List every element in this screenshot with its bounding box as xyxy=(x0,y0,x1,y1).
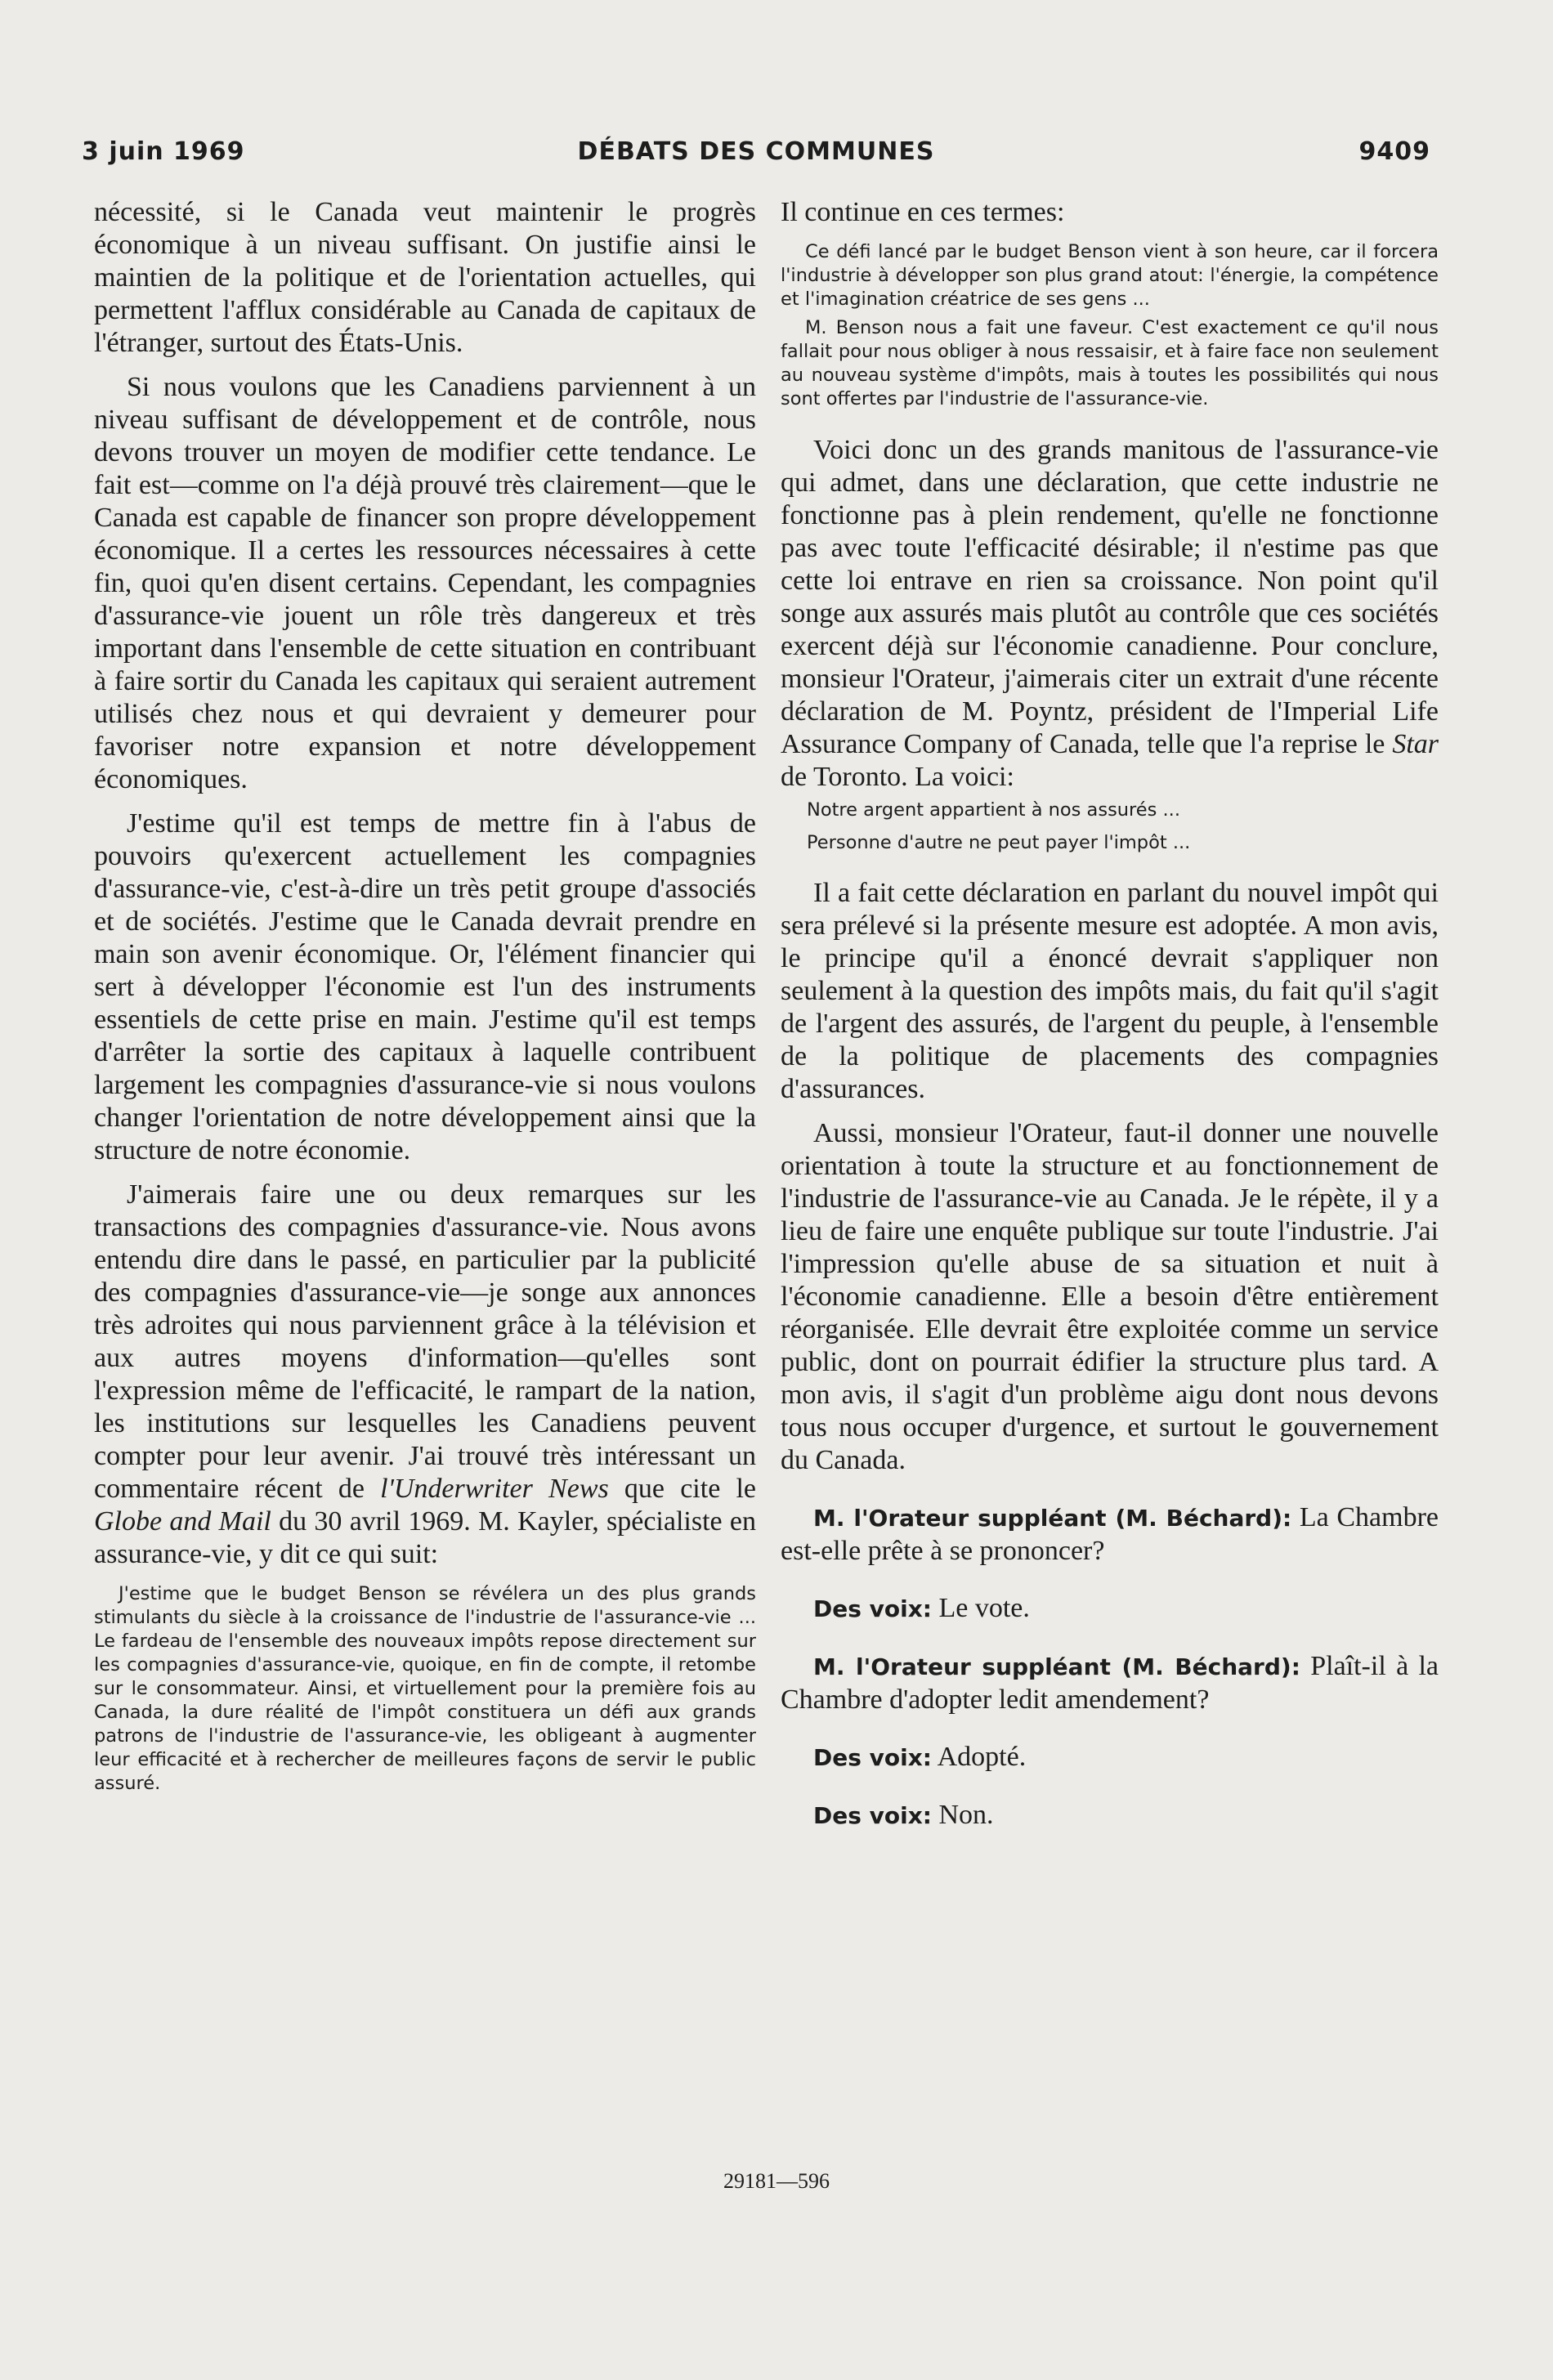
speaker-paragraph xyxy=(781,1592,1439,1626)
speaker-paragraph xyxy=(781,1799,1439,1832)
printer-code: 29181—596 xyxy=(723,2169,830,2193)
speaker-name: Des voix: xyxy=(813,1802,932,1829)
paragraph-text: du 30 avril 1969. M. Kayler, spécialiste en assurance-vie, y dit ce qui suit: xyxy=(94,1506,756,1569)
header-title: DÉBATS DES COMMUNES xyxy=(577,137,935,166)
paragraph xyxy=(94,1179,756,1571)
quote-text: J'estime que le budget Benson se révélera un des plus grands stimulants du siècle à la croissance de l'industrie de l'assurance-vie ... Le fardeau de l'ensemble des nouveaux impôts repose directement sur les compagnies d'assurance-vie, quoique, en fin de compte, il retombe sur le consommateur. Ainsi, et virtuellement pour la première fois au Canada, la dure réalité de l'impôt constituera un défi aux grands patrons de l'industrie de l'assurance-vie, les obligeant à augmenter leur efficacité et à rechercher de meilleures façons de servir le public assuré. xyxy=(94,1583,756,1794)
paragraph: J'estime qu'il est temps de mettre fin à l'abus de pouvoirs qu'exercent actuellement les compagnies d'assurance-vie, c'est-à-dire un très petit groupe d'associés et de sociétés. J'estime que le Canada devrait prendre en main son avenir économique. Or, l'élément financier qui sert à développer l'économie est l'un des instruments essentiels de cette prise en main. J'estime qu'il est temps d'arrêter la sortie des capitaux à laquelle contribuent largement les compagnies d'assurance-vie si nous voulons changer l'orientation de notre développement ainsi que la structure de notre économie. xyxy=(94,808,756,1165)
paragraph: Si nous voulons que les Canadiens parviennent à un niveau suffisant de développement et de contrôle, nous devons trouver un moyen de modifier cette tendance. Le fait est—comme on l'a déjà prouvé très clairement—que le Canada est capable de financer son propre développement économique. Il a certes les ressources nécessaires à cette fin, quoi qu'en disent certains. Cependant, les compagnies d'assurance-vie jouent un rôle très dangereux et très important dans l'ensemble de cette situation en contribuant à faire sortir du Canada les capitaux qui seraient autrement utilisés chez nous et qui devraient y demeurer pour favoriser notre expansion et notre développement économiques. xyxy=(94,372,756,794)
paragraph: Il continue en ces termes: xyxy=(781,197,1065,227)
paragraph-text: Voici donc un des grands manitous de l'assurance-vie qui admet, dans une déclaration, que cette industrie ne fonctionne pas à plein rendement, qu'elle ne fonctionne pas avec toute l'efficacité désirable; il n'estime pas que cette loi entrave en rien sa croissance. Non point qu'il songe aux assurés mais plutôt au contrôle que ces sociétés exercent déjà sur l'économie canadienne. Pour conclure, monsieur l'Orateur, j'aimerais citer un extrait d'une récente déclaration de M. Poyntz, président de l'Imperial Life Assurance Company of Canada, telle que l'a reprise le xyxy=(781,435,1439,759)
speaker-name: M. l'Orateur suppléant (M. Béchard): xyxy=(813,1505,1292,1532)
speaker-text: Adopté. xyxy=(932,1742,1027,1772)
page-header xyxy=(82,137,1430,178)
paragraph-text: que cite le xyxy=(608,1474,757,1504)
speaker-text: Plaît-il à la Chambre d'adopter ledit amendement? xyxy=(781,1651,1439,1715)
speaker-paragraph xyxy=(781,1650,1439,1716)
block-quote xyxy=(94,1582,756,1796)
speaker-paragraph xyxy=(781,1741,1439,1774)
speaker-text: Non. xyxy=(932,1800,994,1830)
right-column xyxy=(781,196,1439,1832)
speaker-name: Des voix: xyxy=(813,1595,932,1622)
left-column xyxy=(94,196,756,1802)
paragraph: nécessité, si le Canada veut maintenir le progrès économique à un niveau suffisant. On justifie ainsi le maintien de la politique et de l'orientation actuelles, qui permettent l'afflux considérable au Canada de capitaux de l'étranger, surtout des États-Unis. xyxy=(94,197,756,358)
paragraph xyxy=(781,434,1439,794)
paragraph-text: de Toronto. La voici: xyxy=(781,762,1014,792)
speaker-name: Des voix: xyxy=(813,1744,932,1771)
paragraph-text: J'aimerais faire une ou deux remarques sur les transactions des compagnies d'assurance-vie. Nous avons entendu dire dans le passé, en particulier par la publicité des compagnies d'assurance-vie—je songe aux annonces très adroites qui nous parviennent grâce à la télévision et aux autres moyens d'information—qu'elles sont l'expression même de l'efficacité, le rampart de la nation, les institutions sur lesquelles les Canadiens peuvent compter pour leur avenir. J'ai trouvé très intéressant un commentaire récent de xyxy=(94,1179,756,1504)
publication-title: Star xyxy=(1392,729,1439,759)
paragraph: Aussi, monsieur l'Orateur, faut-il donner une nouvelle orientation à toute la structure et au fonctionnement de l'industrie de l'assurance-vie au Canada. Je le répète, il y a lieu de faire une enquête publique sur toute l'industrie. J'ai l'impression qu'elle abuse de sa situation et nuit à l'économie canadienne. Elle a besoin d'être entièrement réorganisée. Elle devrait être exploitée comme un service public, dont on pourrait édifier la structure plus tard. A mon avis, il s'agit d'un problème aigu dont nous devons tous nous occuper d'urgence, et surtout le gouvernement du Canada. xyxy=(781,1118,1439,1475)
quote-line: Personne d'autre ne peut payer l'impôt ... xyxy=(807,832,1191,853)
speaker-paragraph xyxy=(781,1501,1439,1568)
page-number: 9409 xyxy=(1358,137,1430,166)
publication-title: Globe and Mail xyxy=(94,1506,271,1537)
paragraph: Il a fait cette déclaration en parlant du nouvel impôt qui sera prélevé si la présente mesure est adoptée. A mon avis, le principe qu'il a énoncé devrait s'appliquer non seulement à la question des impôts mais, du fait qu'il s'agit de l'argent des assurés, de l'argent du peuple, à l'ensemble de la politique de placements des compagnies d'assurances. xyxy=(781,878,1439,1104)
speaker-name: M. l'Orateur suppléant (M. Béchard): xyxy=(813,1653,1300,1680)
quote-text: Ce défi lancé par le budget Benson vient à son heure, car il forcera l'industrie à développer son plus grand atout: l'énergie, la compétence et l'imagination créatrice de ses gens ... xyxy=(781,241,1439,310)
block-quote xyxy=(781,240,1439,411)
speaker-text: Le vote. xyxy=(932,1593,1030,1623)
quote-text: M. Benson nous a fait une faveur. C'est exactement ce qu'il nous fallait pour nous obliger à nous ressaisir, et à faire face non seulement au nouveau système d'impôts, mais à toutes les possibilités qui nous sont offertes par l'industrie de l'assurance-vie. xyxy=(781,317,1439,409)
header-date: 3 juin 1969 xyxy=(82,137,245,166)
publication-title: l'Underwriter News xyxy=(380,1474,609,1504)
speaker-text: La Chambre est-elle prête à se prononcer? xyxy=(781,1502,1439,1566)
quote-line: Notre argent appartient à nos assurés ... xyxy=(807,799,1180,821)
